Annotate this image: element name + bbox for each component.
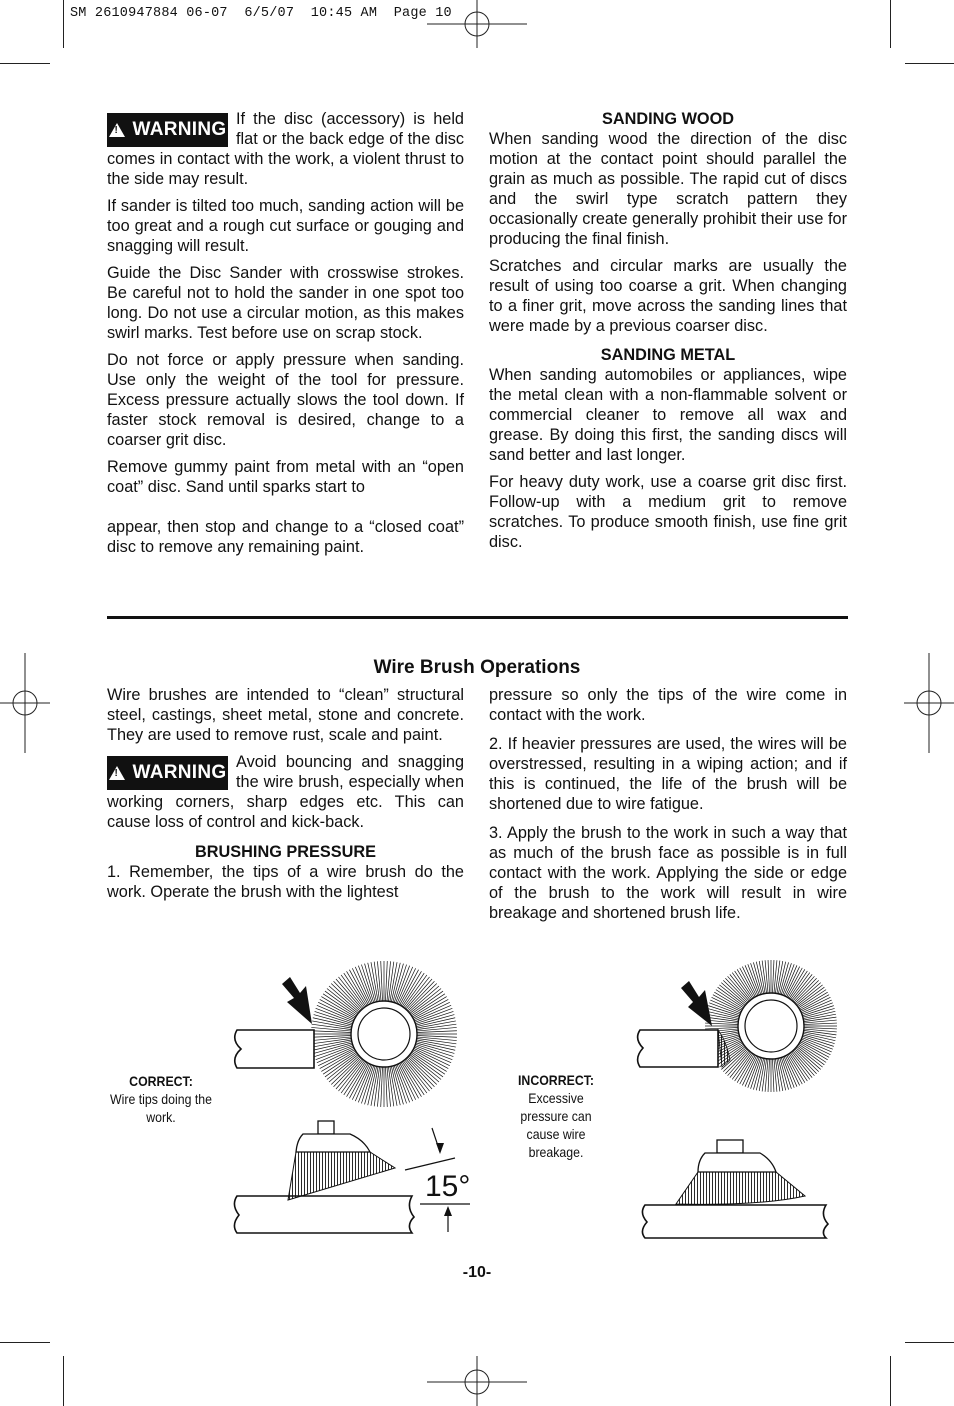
page-number: -10- xyxy=(462,1264,492,1281)
angle-label: 15° xyxy=(425,1170,471,1203)
sanding-metal-paragraph-2: For heavy duty work, use a coarse grit disc first. Follow-up with a medium grit to remove scratches. To produce smooth finish, use fine grit disc. xyxy=(489,473,847,551)
sanding-metal-heading: SANDING METAL xyxy=(600,346,736,364)
pressure-paragraph-1: 1. Remember, the tips of a wire brush do the work. Operate the brush with the lightest xyxy=(107,863,464,901)
warning-label: WARNING xyxy=(132,762,227,783)
incorrect-wheel-brush-illustration xyxy=(638,960,837,1092)
sanding-wood-paragraph-1: When sanding wood the direction of the disc motion at the contact point should parallel the grain as much as possible. The rapid cut of discs and the swirl type scratch pattern they occasionally create generally prohibit their use for producing the final finish. xyxy=(489,130,847,248)
correct-wheel-brush-illustration xyxy=(235,961,457,1107)
wire-intro-paragraph: Wire brushes are intended to “clean” structural steel, castings, sheet metal, stone and concrete. They are used to remove rust, scale and paint. xyxy=(107,686,464,744)
pressure-paragraph-3: 3. Apply the brush to the work in such a way that as much of the brush face as possible is in full contact with the work. Applying the side or edge of the brush to the work will result in wire breakage and shortened brush life. xyxy=(489,824,847,922)
pressure-paragraph-2: 2. If heavier pressures are used, the wires will be overstressed, resulting in a wiping action; and if this is continued, the life of the brush will be shortened due to wire fatigue. xyxy=(489,735,847,813)
print-slug: SM 2610947884 06-07 6/5/07 10:45 AM Page 10 xyxy=(70,6,452,21)
wire-warning-text: Avoid bouncing and snagging the wire brush, especially when working corners, sharp edges etc. This can cause loss of control and kick-back. xyxy=(107,753,464,831)
sanding-wood-paragraph-2: Scratches and circular marks are usually the result of using too coarse a grit. When changing to a finer grit, move across the sanding lines that were made by a previous coarser disc. xyxy=(489,257,847,335)
gummy-paint-continued: appear, then stop and change to a “closed coat” disc to remove any remaining paint. xyxy=(107,518,464,556)
correct-cup-brush-illustration xyxy=(234,1121,470,1233)
sanding-metal-paragraph-1: When sanding automobiles or appliances, wipe the metal clean with a non-flammable solvent or commercial cleaner to remove all wax and grease. By doing this first, the sanding discs will sand better and last longer. xyxy=(489,366,847,464)
warning-label: WARNING xyxy=(132,119,227,140)
warning-triangle-icon: ! xyxy=(109,766,125,780)
force-paragraph: Do not force or apply pressure when sanding. Use only the weight of the tool for pressure. Excess pressure actually slows the tool down. If faster stock removal is desired, change to a coarser grit disc. xyxy=(107,351,464,449)
correct-label: CORRECT: xyxy=(129,1073,193,1089)
sanding-wood-heading: SANDING WOOD xyxy=(601,110,735,128)
disc-warning-text: If the disc (accessory) is held flat or the back edge of the disc comes in contact with the work, a violent thrust to the side may result. xyxy=(107,110,464,188)
incorrect-label: INCORRECT: xyxy=(518,1072,594,1088)
incorrect-description: Excessive pressure can cause wire breakage. xyxy=(520,1090,592,1160)
tilt-paragraph: If sander is tilted too much, sanding action will be too great and a rough cut surface or gouging and snagging will result. xyxy=(107,197,464,255)
guide-paragraph: Guide the Disc Sander with crosswise strokes. Be careful not to hold the sander in one spot too long. Do not use a circular motion, as this makes swirl marks. Test before use on scrap stock. xyxy=(107,264,464,342)
incorrect-cup-brush-illustration xyxy=(642,1140,828,1238)
correct-description: Wire tips doing the work. xyxy=(109,1091,213,1125)
brushing-pressure-heading: BRUSHING PRESSURE xyxy=(195,843,376,861)
wire-brush-title: Wire Brush Operations xyxy=(373,657,581,678)
warning-triangle-icon: ! xyxy=(109,123,125,137)
pressure-paragraph-1-continued: pressure so only the tips of the wire come in contact with the work. xyxy=(489,686,847,724)
gummy-paint-paragraph: Remove gummy paint from metal with an “open coat” disc. Sand until sparks start to xyxy=(107,458,464,496)
